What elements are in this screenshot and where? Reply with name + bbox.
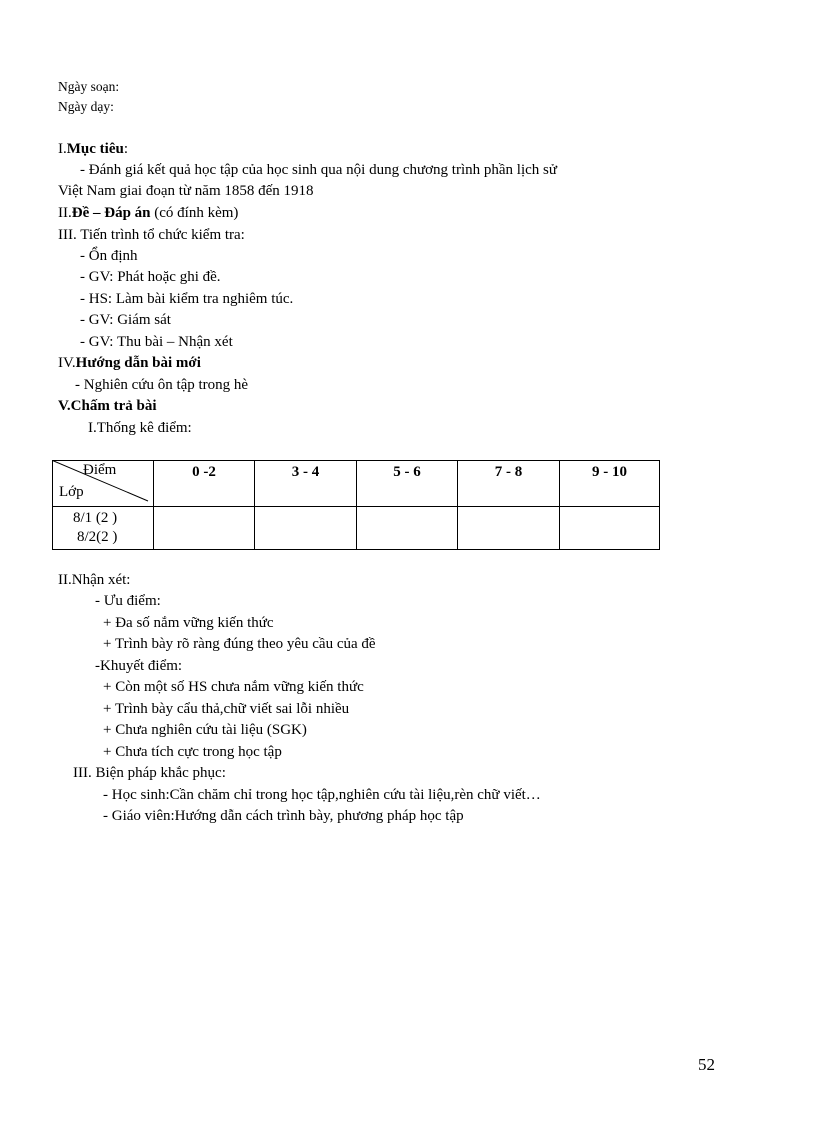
table-cell	[357, 507, 458, 550]
table-cell	[255, 507, 357, 550]
section-title: Hướng dẫn bài mới	[75, 355, 201, 371]
remedy-item: - Học sinh:Cần chăm chỉ trong học tập,nghiên cứu tài liệu,rèn chữ viết…	[103, 787, 541, 803]
class-label: 8/1 (2 )	[73, 510, 118, 526]
guide-item: - Nghiên cứu ôn tập trong hè	[75, 377, 249, 393]
section-grading-heading: V.Chấm trả bài	[58, 398, 157, 414]
corner-label-class: Lớp	[59, 484, 84, 500]
section-guide-heading	[58, 354, 201, 373]
process-item: - HS: Làm bài kiểm tra nghiêm túc.	[80, 291, 294, 307]
table-cell	[560, 507, 660, 550]
section-objectives-heading	[58, 140, 128, 159]
section-colon: :	[123, 141, 128, 157]
strength-item: + Đa số nắm vững kiến thức	[103, 615, 274, 631]
weakness-item: + Trình bày cẩu thả,chữ viết sai lỗi nhiều	[103, 701, 350, 717]
weakness-item: + Chưa nghiên cứu tài liệu (SGK)	[103, 722, 307, 738]
process-item: - GV: Phát hoặc ghi đề.	[80, 269, 221, 285]
section-title: Đề – Đáp án	[71, 205, 151, 221]
weakness-item: + Còn một số HS chưa nắm vững kiến thức	[103, 679, 364, 695]
date-prepared: Ngày soạn:	[58, 79, 120, 94]
review-heading: II.Nhận xét:	[58, 572, 131, 588]
strength-item: + Trình bày rõ ràng đúng theo yêu cầu của đề	[103, 636, 376, 652]
remedy-heading: III. Biện pháp khắc phục:	[73, 765, 226, 781]
table-row	[53, 507, 660, 550]
class-label: 8/2(2 )	[77, 529, 118, 545]
section-exam-heading	[58, 204, 238, 223]
grade-stats-table	[52, 460, 660, 550]
page-number: 52	[698, 1055, 715, 1074]
column-header: 5 - 6	[357, 461, 458, 507]
section-process-heading: III. Tiến trình tổ chức kiểm tra:	[58, 227, 245, 243]
remedy-item: - Giáo viên:Hướng dẫn cách trình bày, phương pháp học tập	[103, 808, 464, 824]
section-prefix: I.	[58, 141, 67, 157]
process-item: - GV: Giám sát	[80, 312, 171, 328]
objective-line-2: Việt Nam giai đoạn từ năm 1858 đến 1918	[58, 183, 314, 199]
column-header: 0 -2	[154, 461, 255, 507]
strengths-label: - Ưu điểm:	[95, 593, 161, 609]
weakness-item: + Chưa tích cực trong học tập	[103, 744, 282, 760]
process-item: - GV: Thu bài – Nhận xét	[80, 334, 233, 350]
column-header: 3 - 4	[255, 461, 357, 507]
grade-stats-heading: I.Thống kê điểm:	[88, 420, 192, 436]
date-taught: Ngày dạy:	[58, 99, 114, 114]
column-header: 9 - 10	[560, 461, 660, 507]
column-header: 7 - 8	[458, 461, 560, 507]
table-header-row	[53, 461, 660, 507]
class-cell	[53, 507, 154, 550]
table-cell	[458, 507, 560, 550]
objective-line-1: - Đánh giá kết quả học tập của học sinh qua nội dung chương trình phần lịch sử	[80, 162, 557, 178]
weaknesses-label: -Khuyết điểm:	[95, 658, 183, 674]
table-corner-cell	[53, 461, 154, 507]
section-prefix: IV.	[58, 355, 76, 371]
section-title: Mục tiêu	[66, 141, 124, 157]
section-note: (có đính kèm)	[150, 205, 239, 221]
section-prefix: II.	[58, 205, 72, 221]
corner-label-score: Điểm	[83, 462, 117, 478]
process-item: - Ổn định	[80, 248, 138, 264]
table-cell	[154, 507, 255, 550]
